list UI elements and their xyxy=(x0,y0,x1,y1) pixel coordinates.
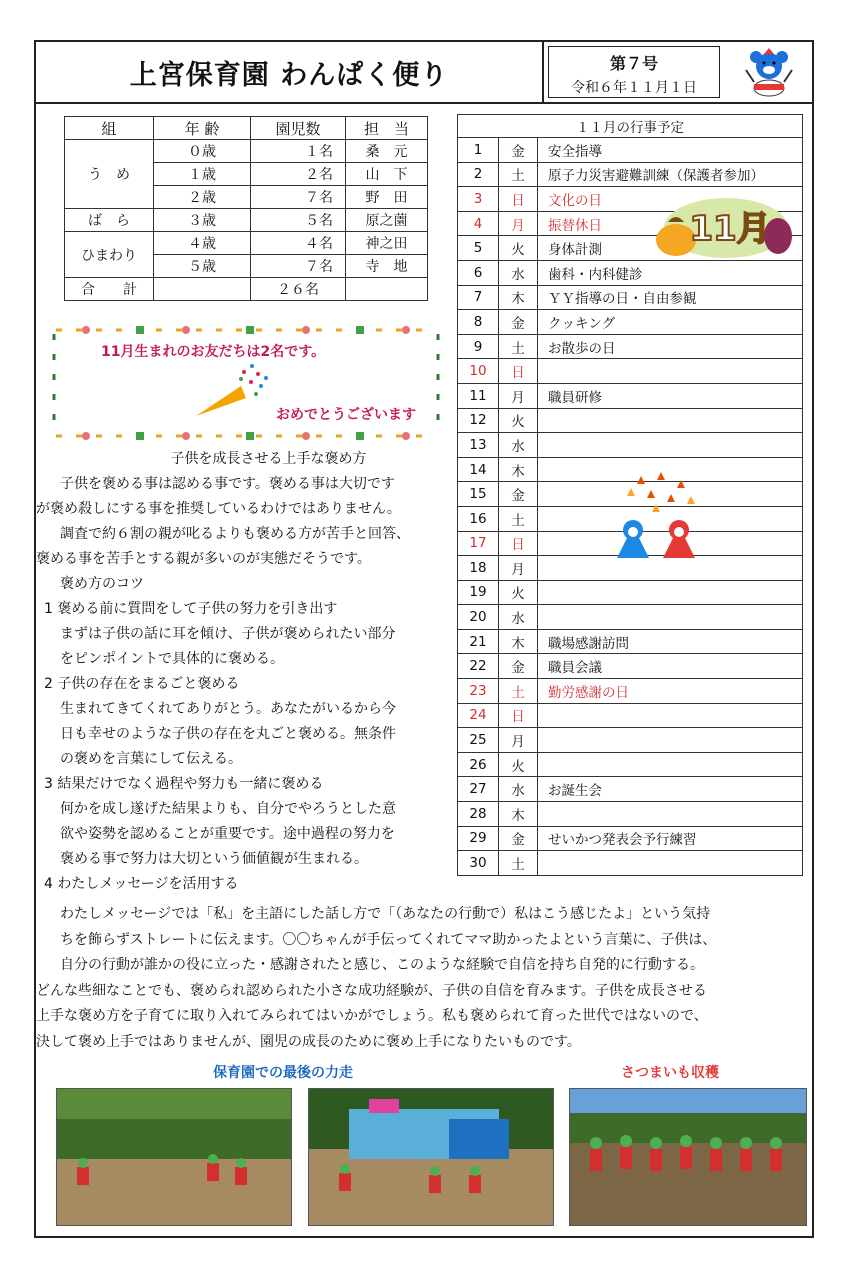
total-empty xyxy=(154,278,251,301)
schedule-event: お散歩の日 xyxy=(538,334,803,359)
table-row xyxy=(65,140,428,163)
schedule-day: 10 xyxy=(458,359,499,384)
schedule-day: 3 xyxy=(458,187,499,212)
schedule-day: 2 xyxy=(458,162,499,187)
schedule-weekday: 金 xyxy=(499,826,538,851)
schedule-day: 28 xyxy=(458,802,499,827)
header-count: 園児数 xyxy=(251,117,346,140)
newsletter-title: 上宮保育園 わんぱく便り xyxy=(36,42,544,102)
article-title: 子供を成長させる上手な褒め方 xyxy=(170,451,367,467)
age-cell: ３歳 xyxy=(154,209,251,232)
article-line: 1 褒める前に質問をして子供の努力を引き出す xyxy=(44,601,338,617)
group-himawari: ひまわり xyxy=(65,232,154,278)
schedule-day: 12 xyxy=(458,408,499,433)
article-line: 日も幸せのような子供の存在を丸ごと褒める。無条件 xyxy=(60,726,396,742)
autumn-leaves-icon xyxy=(611,468,701,568)
schedule-row xyxy=(458,851,803,876)
table-row xyxy=(65,232,428,255)
schedule-weekday: 火 xyxy=(499,752,538,777)
schedule-weekday: 水 xyxy=(499,433,538,458)
age-cell: ０歳 xyxy=(154,140,251,163)
article-line: 欲や姿勢を認めることが重要です。途中過程の努力を xyxy=(60,826,395,842)
schedule-row xyxy=(458,408,803,433)
schedule-event: クッキング xyxy=(538,310,803,335)
count-cell: ４名 xyxy=(251,232,346,255)
schedule-title: １１月の行事予定 xyxy=(458,115,803,138)
schedule-day: 20 xyxy=(458,605,499,630)
schedule-weekday: 月 xyxy=(499,556,538,581)
schedule-day: 24 xyxy=(458,703,499,728)
schedule-event: 職場感謝訪問 xyxy=(538,629,803,654)
header-group: 組 xyxy=(65,117,154,140)
schedule-day: 22 xyxy=(458,654,499,679)
article-continued xyxy=(36,902,812,1055)
schedule-day: 19 xyxy=(458,580,499,605)
schedule-weekday: 土 xyxy=(499,162,538,187)
schedule-event xyxy=(538,408,803,433)
table-row-total xyxy=(65,278,428,301)
header-age: 年 齢 xyxy=(154,117,251,140)
teacher-cell: 野 田 xyxy=(346,186,428,209)
schedule-event: 文化の日 xyxy=(538,187,803,212)
schedule-weekday: 月 xyxy=(499,728,538,753)
article-line: わたしメッセージでは「私」を主語にした話し方で「（あなたの行動で）私はこう感じたよ」という気持 xyxy=(60,906,711,922)
count-cell: ２名 xyxy=(251,163,346,186)
schedule-day: 11 xyxy=(458,383,499,408)
age-cell: ４歳 xyxy=(154,232,251,255)
count-cell: ７名 xyxy=(251,255,346,278)
schedule-row xyxy=(458,654,803,679)
article-line: 自分の行動が誰かの役に立った・感謝されたと感じ、このような経験で自信を持ち自発的に行動する。 xyxy=(60,957,704,973)
schedule-row xyxy=(458,260,803,285)
schedule-day: 14 xyxy=(458,457,499,482)
count-cell: ７名 xyxy=(251,186,346,209)
schedule-weekday: 金 xyxy=(499,654,538,679)
schedule-event: ＹＹ指導の日・自由参観 xyxy=(538,285,803,310)
schedule-event: 安全指導 xyxy=(538,138,803,163)
schedule-weekday: 木 xyxy=(499,629,538,654)
schedule-event: 振替休日 xyxy=(538,211,803,236)
schedule-event: 原子力災害避難訓練（保護者参加） xyxy=(538,162,803,187)
article-line: の褒めを言葉にして伝える。 xyxy=(60,751,242,767)
caption-harvest: さつまいも収穫 xyxy=(621,1065,719,1081)
schedule-weekday: 金 xyxy=(499,310,538,335)
schedule-day: 27 xyxy=(458,777,499,802)
schedule-row xyxy=(458,752,803,777)
schedule-event xyxy=(538,752,803,777)
schedule-weekday: 日 xyxy=(499,187,538,212)
article-line: をピンポイントで具体的に褒める。 xyxy=(60,651,284,667)
article-line: 褒め方のコツ xyxy=(60,576,144,592)
schedule-weekday: 水 xyxy=(499,260,538,285)
schedule-weekday: 土 xyxy=(499,851,538,876)
schedule-day: 9 xyxy=(458,334,499,359)
header xyxy=(36,42,812,104)
class-table xyxy=(64,116,428,301)
article-line: 4 わたしメッセージを活用する xyxy=(44,876,239,892)
article-line: 2 子供の存在をまるごと褒める xyxy=(44,676,240,692)
november-badge xyxy=(648,192,798,262)
caption-running: 保育園での最後の力走 xyxy=(213,1065,353,1081)
schedule-day: 23 xyxy=(458,679,499,704)
schedule-weekday: 日 xyxy=(499,359,538,384)
schedule-row xyxy=(458,605,803,630)
schedule-weekday: 木 xyxy=(499,802,538,827)
schedule-weekday: 月 xyxy=(499,211,538,236)
table-row xyxy=(65,209,428,232)
schedule-event xyxy=(538,802,803,827)
schedule-event xyxy=(538,728,803,753)
schedule-row xyxy=(458,728,803,753)
schedule-day: 7 xyxy=(458,285,499,310)
schedule-event xyxy=(538,359,803,384)
schedule-row xyxy=(458,580,803,605)
schedule-day: 18 xyxy=(458,556,499,581)
schedule-row xyxy=(458,826,803,851)
schedule-weekday: 土 xyxy=(499,506,538,531)
issue-date: 令和６年１１月１日 xyxy=(571,80,697,96)
birthday-box xyxy=(46,324,446,442)
schedule-event xyxy=(538,703,803,728)
schedule-weekday: 土 xyxy=(499,334,538,359)
schedule-weekday: 水 xyxy=(499,605,538,630)
schedule-event: 勤労感謝の日 xyxy=(538,679,803,704)
schedule-event xyxy=(538,433,803,458)
article xyxy=(36,447,461,897)
schedule-day: 29 xyxy=(458,826,499,851)
schedule-event: 歯科・内科健診 xyxy=(538,260,803,285)
issue-number: 第７号 xyxy=(609,54,658,73)
issue-box xyxy=(548,46,720,98)
schedule-weekday: 日 xyxy=(499,703,538,728)
schedule-weekday: 月 xyxy=(499,383,538,408)
age-cell: １歳 xyxy=(154,163,251,186)
schedule-event xyxy=(538,851,803,876)
class-table-header xyxy=(65,117,428,140)
schedule-row xyxy=(458,679,803,704)
schedule-row xyxy=(458,162,803,187)
schedule-day: 5 xyxy=(458,236,499,261)
schedule-weekday: 火 xyxy=(499,236,538,261)
article-line: 褒める事で努力は大切という価値観が生まれる。 xyxy=(60,851,368,867)
schedule-row xyxy=(458,629,803,654)
schedule-weekday: 火 xyxy=(499,408,538,433)
article-line: ちを飾らずストレートに伝えます。〇〇ちゃんが手伝ってくれてママ助かったよという言葉に、子供は、 xyxy=(60,931,717,948)
teacher-cell: 原之薗 xyxy=(346,209,428,232)
schedule-event: 身体計測 xyxy=(538,236,803,261)
schedule-weekday: 金 xyxy=(499,138,538,163)
schedule-event: 職員会議 xyxy=(538,654,803,679)
teacher-cell: 神之田 xyxy=(346,232,428,255)
schedule-row xyxy=(458,359,803,384)
total-count: ２６名 xyxy=(251,278,346,301)
newsletter-frame xyxy=(34,40,814,1238)
article-line: 決して褒め上手ではありませんが、園児の成長のために褒め上手になりたいものです。 xyxy=(36,1033,581,1050)
schedule-row xyxy=(458,703,803,728)
article-line: 何かを成し遂げた結果よりも、自分でやろうとした意 xyxy=(60,801,396,817)
schedule-event xyxy=(538,580,803,605)
group-ume: う め xyxy=(65,140,154,209)
age-cell: ５歳 xyxy=(154,255,251,278)
schedule-event: せいかつ発表会予行練習 xyxy=(538,826,803,851)
schedule-event xyxy=(538,605,803,630)
schedule-row xyxy=(458,138,803,163)
november-badge-text: 11月 xyxy=(689,209,771,249)
photo-running-2 xyxy=(308,1088,554,1226)
total-empty xyxy=(346,278,428,301)
schedule-header xyxy=(458,115,803,138)
schedule-weekday: 日 xyxy=(499,531,538,556)
schedule-weekday: 土 xyxy=(499,679,538,704)
schedule-row xyxy=(458,433,803,458)
article-line: 褒める事を苦手とする親が多いのが実態だそうです。 xyxy=(36,551,371,567)
count-cell: ５名 xyxy=(251,209,346,232)
article-line: 3 結果だけでなく過程や努力も一緒に褒める xyxy=(44,776,324,792)
photo-running-1 xyxy=(56,1088,292,1226)
article-line: 調査で約６割の親が叱るよりも褒める方が苦手と回答、 xyxy=(60,526,410,542)
schedule-event: 職員研修 xyxy=(538,383,803,408)
schedule-day: 8 xyxy=(458,310,499,335)
schedule-day: 21 xyxy=(458,629,499,654)
teacher-cell: 山 下 xyxy=(346,163,428,186)
bear-drummer-icon xyxy=(742,48,796,98)
total-label: 合 計 xyxy=(65,278,154,301)
schedule-row xyxy=(458,383,803,408)
schedule-day: 13 xyxy=(458,433,499,458)
schedule-weekday: 水 xyxy=(499,777,538,802)
age-cell: ２歳 xyxy=(154,186,251,209)
schedule-day: 15 xyxy=(458,482,499,507)
schedule-day: 1 xyxy=(458,138,499,163)
schedule-row xyxy=(458,802,803,827)
schedule-weekday: 木 xyxy=(499,457,538,482)
congrats-text: おめでとうございます xyxy=(276,407,416,423)
article-line: 生まれてきてくれてありがとう。あなたがいるから今 xyxy=(60,701,396,717)
header-teacher: 担 当 xyxy=(346,117,428,140)
schedule-event: お誕生会 xyxy=(538,777,803,802)
schedule-day: 26 xyxy=(458,752,499,777)
schedule-row xyxy=(458,334,803,359)
article-line: が褒め殺しにする事を推奨しているわけではありません。 xyxy=(36,501,401,517)
article-line: 子供を褒める事は認める事です。褒める事は大切です xyxy=(60,476,395,492)
schedule-day: 17 xyxy=(458,531,499,556)
schedule-row xyxy=(458,310,803,335)
group-bara: ば ら xyxy=(65,209,154,232)
birthday-count-text: 11月生まれのお友だちは2名です。 xyxy=(101,344,326,360)
teacher-cell: 桑 元 xyxy=(346,140,428,163)
count-cell: １名 xyxy=(251,140,346,163)
article-line: どんな些細なことでも、褒められ認められた小さな成功経験が、子供の自信を育みます。子供を成長させる xyxy=(36,982,707,999)
schedule-day: 6 xyxy=(458,260,499,285)
schedule-day: 16 xyxy=(458,506,499,531)
schedule-day: 25 xyxy=(458,728,499,753)
photo-harvest xyxy=(569,1088,807,1226)
schedule-weekday: 木 xyxy=(499,285,538,310)
schedule-day: 4 xyxy=(458,211,499,236)
schedule-row xyxy=(458,285,803,310)
schedule-weekday: 火 xyxy=(499,580,538,605)
article-line: まずは子供の話に耳を傾け、子供が褒められたい部分 xyxy=(60,626,396,642)
article-line: 上手な褒め方を子育てに取り入れてみられてはいかがでしょう。私も褒められて育った世代ではないので、 xyxy=(36,1008,708,1024)
schedule-row xyxy=(458,777,803,802)
schedule-weekday: 金 xyxy=(499,482,538,507)
schedule-day: 30 xyxy=(458,851,499,876)
teacher-cell: 寺 地 xyxy=(346,255,428,278)
